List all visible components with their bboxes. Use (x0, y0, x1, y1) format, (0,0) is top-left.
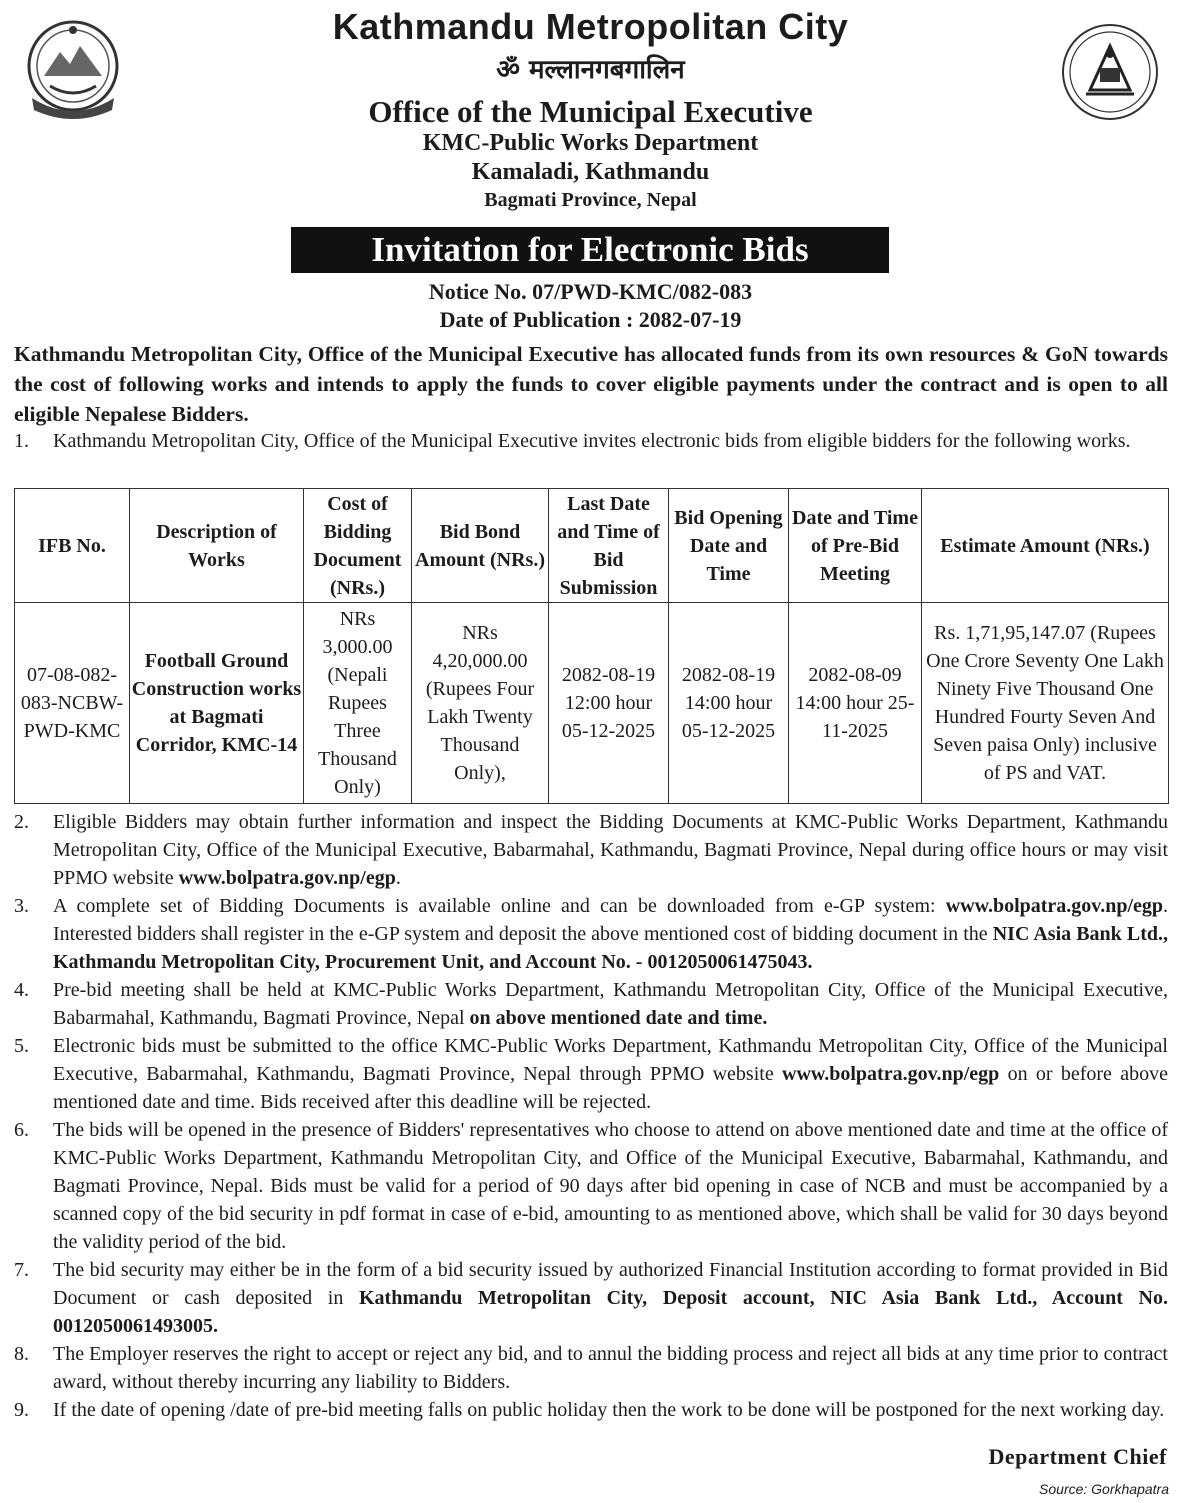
item-text: A complete set of Bidding Documents is available online and can be downloaded from e-GP system: www.bolpatra.gov.np/egp. Interested bidders shall register in the e-GP system and deposit the above mentioned cost of bidding document in the NIC Asia Bank Ltd., Kathmandu Metropolitan City, Procurement Unit, and Account No. - 0012050061475043. (53, 895, 1168, 973)
item-number: 7. (14, 1259, 29, 1281)
city-title-native: ॐ मल्लानगबगालिन (496, 55, 685, 85)
item-text: Kathmandu Metropolitan City, Office of the Municipal Executive invites electronic bids from eligible bidders for the following works. (53, 430, 1131, 452)
item-text: Eligible Bidders may obtain further information and inspect the Bidding Documents at KMC-Public Works Department, Kathmandu Metropolitan City, Office of the Municipal Executive, Babarmahal, Kathmandu, Bagmati Province, Nepal during office hours or may visit PPMO website www.bolpatra.gov.np/egp. (53, 811, 1168, 889)
item-text: Electronic bids must be submitted to the office KMC-Public Works Department, Kathmandu Metropolitan City, Office of the Municipal Executive, Babarmahal, Kathmandu, Bagmati Province, Nepal through PPMO website www.bolpatra.gov.np/egp on or before above mentioned date and time. Bids received after this deadline will be rejected. (53, 1035, 1168, 1113)
item-number: 4. (14, 979, 29, 1001)
website-link: www.bolpatra.gov.np/egp (945, 895, 1163, 917)
column-header: Bid Bond Amount (NRs.) (412, 489, 549, 603)
column-header: Estimate Amount (NRs.) (922, 489, 1169, 603)
notice-number: Notice No. 07/PWD-KMC/082-083 (428, 279, 753, 304)
bid-opening-date: 2082-08-19 14:00 hour 05-12-2025 (669, 603, 789, 804)
ifb-number: 07-08-082-083-NCBW-PWD-KMC (15, 603, 130, 804)
website-link: www.bolpatra.gov.np/egp (782, 1063, 1000, 1085)
source-credit: Source: Gorkhapatra (1039, 1481, 1169, 1497)
address: Kamaladi, Kathmandu (471, 159, 710, 185)
deposit-account: Kathmandu Metropolitan City, Deposit account, NIC Asia Bank Ltd., Account No. 0012050061493005. (53, 1287, 1168, 1337)
notice-banner: Invitation for Electronic Bids (291, 227, 889, 273)
item-text: The bid security may either be in the form of a bid security issued by authorized Financial Institution according to format provided in Bid Document or cash deposited in Kathmandu Metropolitan City, Deposit account, NIC Asia Bank Ltd., Account No. 0012050061493005. (53, 1259, 1168, 1337)
table-row (15, 603, 1169, 804)
intro-paragraph: Kathmandu Metropolitan City, Office of the Municipal Executive has allocated funds from its own resources & GoN towards the cost of following works and intends to apply the funds to cover eligible payments under the contract and is open to all eligible Nepalese Bidders. (14, 342, 1168, 426)
list-item (14, 1032, 1168, 1116)
column-header: Description of Works (130, 489, 304, 603)
list-item (14, 1396, 1168, 1424)
work-description: Football Ground Construction works at Bagmati Corridor, KMC-14 (130, 603, 304, 804)
province: Bagmati Province, Nepal (484, 189, 697, 211)
item-list-2 (14, 808, 1168, 1424)
item-number: 1. (14, 430, 29, 452)
pre-bid-meeting-date: 2082-08-09 14:00 hour 25-11-2025 (789, 603, 922, 804)
item-number: 9. (14, 1399, 29, 1421)
column-header: Cost of Bidding Document (NRs.) (304, 489, 412, 603)
list-item (14, 892, 1168, 976)
estimate-amount: Rs. 1,71,95,147.07 (Rupees One Crore Seventy One Lakh Ninety Five Thousand One Hundred Fourty Seven And Seven paisa Only) inclusive of PS and VAT. (922, 603, 1169, 804)
item-number: 6. (14, 1119, 29, 1141)
signature: Department Chief (988, 1444, 1167, 1469)
list-item (14, 1340, 1168, 1396)
item-number: 3. (14, 895, 29, 917)
list-item (14, 1116, 1168, 1256)
list-item (14, 808, 1168, 892)
column-header: Bid Opening Date and Time (669, 489, 789, 603)
item-list-1 (14, 427, 1168, 455)
list-item (14, 427, 1168, 455)
item-text: The Employer reserves the right to accept or reject any bid, and to annul the bidding process and reject all bids at any time prior to contract award, without thereby incurring any liability to Bidders. (53, 1343, 1168, 1393)
publication-date: Date of Publication : 2082-07-19 (439, 307, 742, 332)
item-number: 2. (14, 811, 29, 833)
item-number: 8. (14, 1343, 29, 1365)
item-number: 5. (14, 1035, 29, 1057)
list-item (14, 976, 1168, 1032)
office-title: Office of the Municipal Executive (368, 94, 813, 129)
bank-account: NIC Asia Bank Ltd., Kathmandu Metropolitan City, Procurement Unit, and Account No. - 0012050061475043. (53, 923, 1168, 973)
column-header: Last Date and Time of Bid Submission (549, 489, 669, 603)
column-header: IFB No. (15, 489, 130, 603)
website-link: www.bolpatra.gov.np/egp (178, 867, 396, 889)
item-text: Pre-bid meeting shall be held at KMC-Public Works Department, Kathmandu Metropolitan City, Office of the Municipal Executive, Babarmahal, Kathmandu, Bagmati Province, Nepal on above mentioned date and time. (53, 979, 1168, 1029)
item-text: If the date of opening /date of pre-bid meeting falls on public holiday then the work to be done will be postponed for the next working day. (53, 1399, 1165, 1421)
list-item (14, 1256, 1168, 1340)
item-text: The bids will be opened in the presence of Bidders' representatives who choose to attend on above mentioned date and time at the office of KMC-Public Works Department, Kathmandu Metropolitan City, and Office of the Municipal Executive, Babarmahal, Kathmandu, and Bagmati Province, Nepal. Bids must be valid for a period of 90 days after bid opening in case of NCB and must be accompanied by a scanned copy of the bid security in pdf format in case of e-bid, amounting to as mentioned above, which shall be valid for 30 days beyond the validity period of the bid. (53, 1119, 1168, 1253)
city-title: Kathmandu Metropolitan City (332, 6, 849, 47)
table-header-row (15, 489, 1169, 603)
document-cost: NRs 3,000.00 (Nepali Rupees Three Thousand Only) (304, 603, 412, 804)
column-header: Date and Time of Pre-Bid Meeting (789, 489, 922, 603)
bids-table (14, 488, 1169, 804)
bid-bond-amount: NRs 4,20,000.00 (Rupees Four Lakh Twenty Thousand Only), (412, 603, 549, 804)
submission-deadline: 2082-08-19 12:00 hour 05-12-2025 (549, 603, 669, 804)
department-title: KMC-Public Works Department (422, 130, 759, 156)
